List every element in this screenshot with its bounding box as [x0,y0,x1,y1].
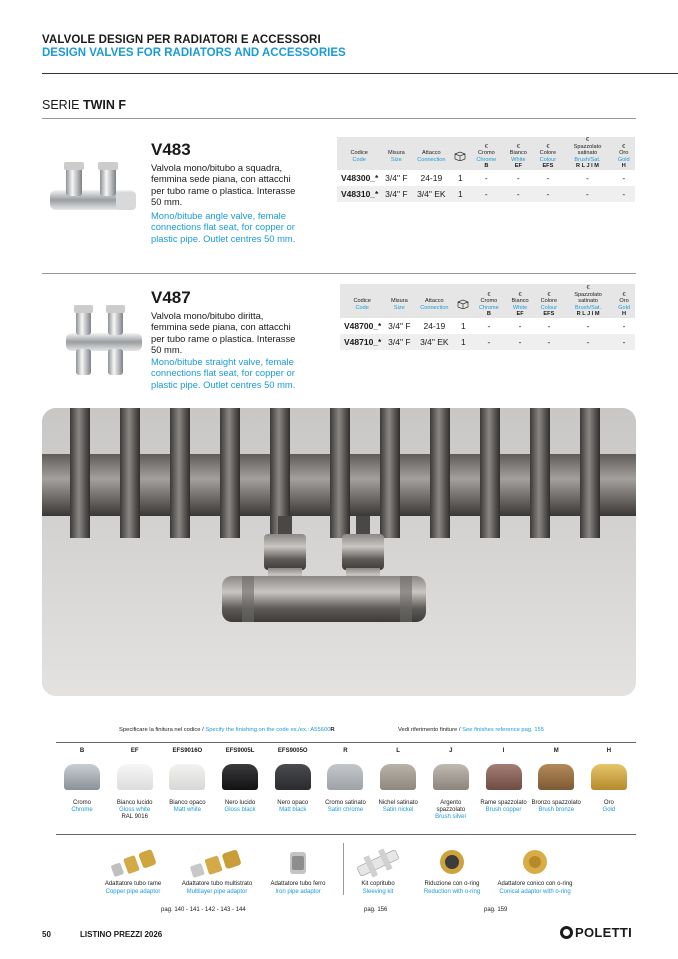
finish-swatch [64,764,100,790]
finish-item [479,748,529,821]
finish-ral: RAL 9016 [121,814,148,820]
iron-adaptor-image [283,848,313,878]
finish-item [320,748,370,821]
accessory-iron-adaptor [266,848,330,896]
accessory-copper-adaptor [100,848,166,896]
finish-code: R [343,748,348,754]
accessory-label-en: Sleeving kit [362,888,394,895]
finish-label-en: Matt black [279,807,307,813]
accessory-label-it: Adattatore tubo ferro [270,881,326,888]
accessory-label-en: Iron pipe adaptor [275,888,321,895]
finish-code: M [553,748,559,754]
page-ref-sleeving: pag. 156 [364,907,388,913]
table-row: V48300_* 3/4" F 24-19 1 - - - - - [341,172,626,183]
sleeving-kit-image [351,848,405,878]
finish-label-en: Brush bronze [538,807,575,813]
product-desc-en-v487: Mono/bitube straight valve, female connections flat seat, for copper or plastic pipe. Outlet centres 50 mm. [151,356,296,390]
logo-icon [560,926,573,939]
page-ref-adaptors: pag. 140 - 141 - 142 - 143 - 144 [161,907,246,913]
finish-code: EF [130,748,139,754]
finish-item [57,748,107,821]
finish-note: Specificare la finitura nel codice / Specify the finishing on the code es./ex.: A55600R [119,727,335,733]
series-rule [42,118,636,119]
finish-item [110,748,160,821]
accessory-reduction-oring [416,848,488,896]
product-name-v487: V487 [151,288,191,307]
header-title-en: DESIGN VALVES FOR RADIATORS AND ACCESSORIES [42,47,346,59]
product-divider [42,273,636,274]
finish-item [426,748,476,821]
accessory-label-it: Kit copritubo [361,881,395,888]
finish-label-en: Brush silver [435,814,467,820]
finish-swatch [538,764,574,790]
conical-adaptor-image [520,848,550,878]
accessory-conical-adaptor [490,848,580,896]
finish-label-it: Bianco opaco [169,800,206,806]
finish-label-it: Bianco lucido [116,800,153,806]
finish-label-it: Oro [603,800,614,806]
finish-label-en: Gloss white [119,807,151,813]
finish-code: B [79,748,85,754]
page-number: 50 [42,930,51,939]
header-rule [42,73,678,74]
finish-code: J [449,748,453,754]
product-name-v483: V483 [151,140,191,159]
finish-item [162,748,212,821]
reduction-oring-image [437,848,467,878]
finish-swatch [380,764,416,790]
series-prefix: SERIE [42,98,80,112]
brand-name: POLETTI [575,925,632,940]
finish-label-it: Nero lucido [224,800,256,806]
radiator-illustration [42,408,636,696]
finish-label-it: Rame spazzolato [480,800,527,806]
finish-label-it: Nero opaco [277,800,309,806]
table-header-row: Codice Code Misura Size Attacco Connection € Cromo Chrome B € Bianco White EF € Colore Colour EFS € Spazzolato satinato Brush/Sat. R L J I M € Oro Gold H [337,137,635,170]
finish-label-en: Chrome [71,807,93,813]
accessory-label-en: Copper pipe adaptor [105,888,161,895]
finishes-list [57,748,634,821]
table-row: V48700_* 3/4" F 24-19 1 - - - - - [344,321,626,331]
finish-swatch [275,764,311,790]
footer-title: LISTINO PREZZI 2026 [80,930,163,939]
header-title-it: VALVOLE DESIGN PER RADIATORI E ACCESSORI [42,34,321,46]
finish-code: EFS9016O [172,748,203,754]
finish-swatch [327,764,363,790]
finish-item [584,748,634,821]
accessory-multilayer-adaptor [174,848,260,896]
finish-item [215,748,265,821]
accessory-label-en: Conical adaptor with o-ring [499,888,571,895]
finish-reference-note: Vedi riferimento finiture / See finishes reference pag. 155 [398,727,544,733]
accessory-sleeving-kit [348,848,408,896]
finish-item [268,748,318,821]
finish-swatch [433,764,469,790]
finish-swatch [486,764,522,790]
brand-logo [560,925,632,940]
accessories-rule [56,834,636,835]
finish-code: EFS9005L [225,748,255,754]
finish-item [373,748,423,821]
radiator-photo [42,408,636,696]
finish-label-en: Matt white [173,807,202,813]
v483-valve-image [46,160,142,222]
accessory-label-it: Adattatore conico con o-ring [497,881,573,888]
price-table-v483 [337,137,635,202]
v487-valve-image [62,303,146,379]
copper-adaptor-image [105,848,161,878]
finish-swatch [222,764,258,790]
table-header-row: Codice Code Misura Size Attacco Connection € Cromo Chrome B € Bianco White EF € Colore Colour EFS € Spazzolato satinato Brush/Sat. R L J I M € Oro Gold H [340,284,635,318]
finish-swatch [169,764,205,790]
series-name: TWIN F [83,98,127,112]
finish-label-en: Satin nickel [382,807,414,813]
finish-label-en: Gold [602,807,616,813]
finish-label-it: Nichel satinato [378,800,418,806]
finish-code: EFS9005O [277,748,308,754]
finish-label-en: Satin chrome [327,807,364,813]
accessory-label-en: Multilayer pipe adaptor [186,888,248,895]
box-icon [457,299,469,309]
accessory-label-it: Riduzione con o-ring [424,881,480,888]
finish-code: H [606,748,612,754]
product-desc-it-v487: Valvola mono/bitubo diritta, femmina sede piana, con attacchi per tubo rame o plastica. Interasse 50 mm. [151,310,296,356]
price-table-v487 [340,284,635,350]
accessory-label-it: Adattatore tubo multistrato [181,881,253,888]
multilayer-adaptor-image [186,848,248,878]
finish-label-it: Cromo satinato [325,800,366,806]
accessory-label-it: Adattatore tubo rame [104,881,162,888]
series-title [42,98,126,112]
finish-item [531,748,581,821]
finish-swatch [591,764,627,790]
finish-swatch [117,764,153,790]
product-desc-it-v483: Valvola mono/bitubo a squadra, femmina sede piana, con attacchi per tubo rame o plastica. Interasse 50 mm. [151,162,296,208]
box-icon [454,151,466,161]
accessory-divider [343,843,344,895]
finishes-rule [56,742,636,743]
product-desc-en-v483: Mono/bitube angle valve, female connections flat seat, for copper or plastic pipe. Outlet centres 50 mm. [151,210,296,244]
finish-label-it: Cromo [72,800,91,806]
table-row: V48310_* 3/4" F 3/4" EK 1 - - - - - [337,186,635,202]
accessory-label-en: Reduction with o-ring [423,888,481,895]
page-ref-oring: pag. 159 [484,907,508,913]
finish-code: I [502,748,505,754]
finish-code: L [396,748,400,754]
finish-label-en: Gloss black [224,807,256,813]
table-row: V48710_* 3/4" F 3/4" EK 1 - - - - - [340,334,635,350]
finish-label-it: Argento spazzolato [436,800,466,813]
finish-label-it: Bronzo spazzolato [531,800,581,806]
finish-label-en: Brush copper [485,807,522,813]
